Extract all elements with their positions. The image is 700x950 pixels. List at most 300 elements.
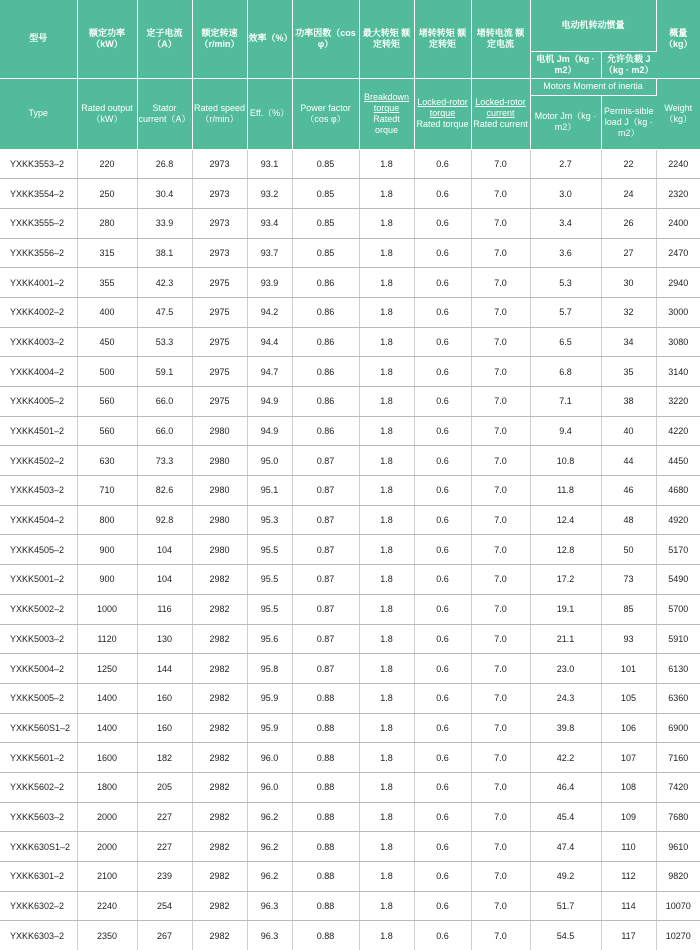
cell-rated-output: 800 bbox=[77, 505, 137, 535]
cell-eff: 96.0 bbox=[247, 743, 292, 773]
cell-rated-speed: 2973 bbox=[192, 149, 247, 179]
cell-type: YXKK4505–2 bbox=[0, 535, 77, 565]
cell-power-factor: 0.87 bbox=[292, 476, 359, 506]
header-rated-output-cn: 额定功率（kW） bbox=[77, 0, 137, 78]
cell-rated-output: 2000 bbox=[77, 832, 137, 862]
cell-type: YXKK3555–2 bbox=[0, 208, 77, 238]
cell-eff: 94.9 bbox=[247, 416, 292, 446]
table-row bbox=[0, 149, 700, 179]
cell-breakdown-torque: 1.8 bbox=[359, 565, 414, 595]
cell-eff: 93.1 bbox=[247, 149, 292, 179]
cell-load-j: 73 bbox=[601, 565, 656, 595]
cell-motor-jm: 23.0 bbox=[530, 654, 601, 684]
cell-power-factor: 0.88 bbox=[292, 683, 359, 713]
cell-power-factor: 0.88 bbox=[292, 862, 359, 892]
cell-rated-speed: 2980 bbox=[192, 416, 247, 446]
cell-stator-current: 53.3 bbox=[137, 327, 192, 357]
cell-locked-torque: 0.6 bbox=[414, 862, 471, 892]
cell-locked-current: 7.0 bbox=[471, 535, 530, 565]
cell-breakdown-torque: 1.8 bbox=[359, 268, 414, 298]
cell-rated-speed: 2975 bbox=[192, 327, 247, 357]
cell-rated-speed: 2982 bbox=[192, 654, 247, 684]
table-header bbox=[0, 0, 700, 149]
cell-eff: 95.1 bbox=[247, 476, 292, 506]
cell-load-j: 50 bbox=[601, 535, 656, 565]
header-load-j-en: Permis-sible load J（kg · m2） bbox=[601, 95, 656, 149]
cell-rated-output: 450 bbox=[77, 327, 137, 357]
cell-weight: 4450 bbox=[656, 446, 700, 476]
cell-locked-current: 7.0 bbox=[471, 179, 530, 209]
cell-load-j: 44 bbox=[601, 446, 656, 476]
cell-rated-output: 2240 bbox=[77, 891, 137, 921]
cell-locked-torque: 0.6 bbox=[414, 416, 471, 446]
header-breakdown-torque-en bbox=[359, 78, 414, 149]
cell-breakdown-torque: 1.8 bbox=[359, 535, 414, 565]
header-eff-cn: 效率（%） bbox=[247, 0, 292, 78]
cell-eff: 95.5 bbox=[247, 594, 292, 624]
cell-motor-jm: 51.7 bbox=[530, 891, 601, 921]
cell-load-j: 26 bbox=[601, 208, 656, 238]
cell-load-j: 22 bbox=[601, 149, 656, 179]
cell-stator-current: 254 bbox=[137, 891, 192, 921]
header-motor-jm-en: Motor Jm（kg · m2） bbox=[530, 95, 601, 149]
cell-breakdown-torque: 1.8 bbox=[359, 713, 414, 743]
cell-motor-jm: 19.1 bbox=[530, 594, 601, 624]
cell-weight: 9820 bbox=[656, 862, 700, 892]
cell-power-factor: 0.87 bbox=[292, 624, 359, 654]
locked-current-bottom: Rated current bbox=[473, 119, 528, 129]
cell-stator-current: 116 bbox=[137, 594, 192, 624]
cell-locked-current: 7.0 bbox=[471, 772, 530, 802]
cell-motor-jm: 42.2 bbox=[530, 743, 601, 773]
cell-locked-torque: 0.6 bbox=[414, 387, 471, 417]
cell-power-factor: 0.86 bbox=[292, 327, 359, 357]
cell-eff: 95.6 bbox=[247, 624, 292, 654]
cell-rated-output: 400 bbox=[77, 297, 137, 327]
cell-locked-current: 7.0 bbox=[471, 713, 530, 743]
locked-current-top: Locked-rotor current bbox=[475, 97, 526, 118]
cell-locked-torque: 0.6 bbox=[414, 268, 471, 298]
cell-breakdown-torque: 1.8 bbox=[359, 357, 414, 387]
cell-eff: 93.7 bbox=[247, 238, 292, 268]
cell-locked-torque: 0.6 bbox=[414, 654, 471, 684]
table-row bbox=[0, 832, 700, 862]
cell-weight: 3220 bbox=[656, 387, 700, 417]
cell-rated-speed: 2975 bbox=[192, 268, 247, 298]
cell-type: YXKK4004–2 bbox=[0, 357, 77, 387]
table-row bbox=[0, 268, 700, 298]
cell-type: YXKK4001–2 bbox=[0, 268, 77, 298]
table-row bbox=[0, 624, 700, 654]
cell-breakdown-torque: 1.8 bbox=[359, 743, 414, 773]
cell-power-factor: 0.88 bbox=[292, 832, 359, 862]
cell-locked-current: 7.0 bbox=[471, 594, 530, 624]
cell-breakdown-torque: 1.8 bbox=[359, 921, 414, 950]
cell-eff: 95.0 bbox=[247, 446, 292, 476]
cell-motor-jm: 47.4 bbox=[530, 832, 601, 862]
cell-weight: 4680 bbox=[656, 476, 700, 506]
cell-motor-jm: 3.0 bbox=[530, 179, 601, 209]
cell-breakdown-torque: 1.8 bbox=[359, 862, 414, 892]
cell-rated-output: 1400 bbox=[77, 683, 137, 713]
header-stator-current-cn: 定子电流（A） bbox=[137, 0, 192, 78]
cell-power-factor: 0.86 bbox=[292, 357, 359, 387]
cell-load-j: 114 bbox=[601, 891, 656, 921]
cell-type: YXKK3553–2 bbox=[0, 149, 77, 179]
table-row bbox=[0, 446, 700, 476]
cell-load-j: 40 bbox=[601, 416, 656, 446]
cell-motor-jm: 9.4 bbox=[530, 416, 601, 446]
header-rated-speed-en: Rated speed（r/min） bbox=[192, 78, 247, 149]
cell-weight: 2240 bbox=[656, 149, 700, 179]
cell-rated-speed: 2973 bbox=[192, 208, 247, 238]
cell-stator-current: 267 bbox=[137, 921, 192, 950]
cell-rated-output: 1400 bbox=[77, 713, 137, 743]
cell-stator-current: 160 bbox=[137, 683, 192, 713]
header-stator-current-en: Stator current（A） bbox=[137, 78, 192, 149]
cell-rated-speed: 2982 bbox=[192, 624, 247, 654]
table-row bbox=[0, 772, 700, 802]
cell-locked-torque: 0.6 bbox=[414, 565, 471, 595]
cell-locked-torque: 0.6 bbox=[414, 802, 471, 832]
cell-stator-current: 33.9 bbox=[137, 208, 192, 238]
cell-rated-speed: 2980 bbox=[192, 476, 247, 506]
cell-locked-torque: 0.6 bbox=[414, 891, 471, 921]
cell-weight: 7680 bbox=[656, 802, 700, 832]
cell-load-j: 34 bbox=[601, 327, 656, 357]
cell-motor-jm: 2.7 bbox=[530, 149, 601, 179]
cell-type: YXKK4002–2 bbox=[0, 297, 77, 327]
cell-stator-current: 144 bbox=[137, 654, 192, 684]
cell-stator-current: 30.4 bbox=[137, 179, 192, 209]
cell-motor-jm: 7.1 bbox=[530, 387, 601, 417]
cell-weight: 7160 bbox=[656, 743, 700, 773]
cell-weight: 5490 bbox=[656, 565, 700, 595]
cell-power-factor: 0.85 bbox=[292, 238, 359, 268]
cell-rated-speed: 2982 bbox=[192, 832, 247, 862]
cell-eff: 95.9 bbox=[247, 683, 292, 713]
cell-rated-speed: 2973 bbox=[192, 238, 247, 268]
cell-rated-output: 900 bbox=[77, 535, 137, 565]
cell-locked-current: 7.0 bbox=[471, 446, 530, 476]
table-row bbox=[0, 683, 700, 713]
cell-locked-torque: 0.6 bbox=[414, 149, 471, 179]
cell-load-j: 117 bbox=[601, 921, 656, 950]
cell-type: YXKK6302–2 bbox=[0, 891, 77, 921]
cell-load-j: 110 bbox=[601, 832, 656, 862]
cell-weight: 5910 bbox=[656, 624, 700, 654]
cell-locked-torque: 0.6 bbox=[414, 743, 471, 773]
table-row bbox=[0, 238, 700, 268]
cell-locked-torque: 0.6 bbox=[414, 772, 471, 802]
cell-breakdown-torque: 1.8 bbox=[359, 208, 414, 238]
cell-breakdown-torque: 1.8 bbox=[359, 772, 414, 802]
cell-rated-speed: 2982 bbox=[192, 802, 247, 832]
cell-motor-jm: 49.2 bbox=[530, 862, 601, 892]
cell-rated-speed: 2982 bbox=[192, 862, 247, 892]
cell-stator-current: 73.3 bbox=[137, 446, 192, 476]
cell-weight: 3140 bbox=[656, 357, 700, 387]
cell-power-factor: 0.86 bbox=[292, 268, 359, 298]
cell-rated-speed: 2975 bbox=[192, 297, 247, 327]
cell-load-j: 24 bbox=[601, 179, 656, 209]
cell-type: YXKK4503–2 bbox=[0, 476, 77, 506]
cell-stator-current: 66.0 bbox=[137, 387, 192, 417]
cell-locked-current: 7.0 bbox=[471, 387, 530, 417]
cell-rated-output: 1120 bbox=[77, 624, 137, 654]
cell-rated-speed: 2982 bbox=[192, 891, 247, 921]
table-row bbox=[0, 654, 700, 684]
cell-rated-speed: 2982 bbox=[192, 921, 247, 950]
cell-eff: 94.2 bbox=[247, 297, 292, 327]
cell-locked-current: 7.0 bbox=[471, 297, 530, 327]
cell-motor-jm: 17.2 bbox=[530, 565, 601, 595]
header-locked-torque-en bbox=[414, 78, 471, 149]
cell-rated-speed: 2982 bbox=[192, 743, 247, 773]
cell-rated-output: 1600 bbox=[77, 743, 137, 773]
cell-load-j: 105 bbox=[601, 683, 656, 713]
cell-breakdown-torque: 1.8 bbox=[359, 683, 414, 713]
cell-locked-current: 7.0 bbox=[471, 416, 530, 446]
cell-load-j: 30 bbox=[601, 268, 656, 298]
cell-breakdown-torque: 1.8 bbox=[359, 505, 414, 535]
cell-power-factor: 0.85 bbox=[292, 208, 359, 238]
cell-locked-current: 7.0 bbox=[471, 238, 530, 268]
cell-locked-current: 7.0 bbox=[471, 921, 530, 950]
cell-locked-current: 7.0 bbox=[471, 683, 530, 713]
cell-locked-current: 7.0 bbox=[471, 357, 530, 387]
cell-power-factor: 0.86 bbox=[292, 416, 359, 446]
cell-breakdown-torque: 1.8 bbox=[359, 179, 414, 209]
cell-locked-current: 7.0 bbox=[471, 862, 530, 892]
cell-type: YXKK5002–2 bbox=[0, 594, 77, 624]
cell-motor-jm: 6.8 bbox=[530, 357, 601, 387]
cell-weight: 6900 bbox=[656, 713, 700, 743]
cell-eff: 93.4 bbox=[247, 208, 292, 238]
cell-locked-torque: 0.6 bbox=[414, 297, 471, 327]
cell-eff: 95.5 bbox=[247, 565, 292, 595]
cell-power-factor: 0.87 bbox=[292, 446, 359, 476]
locked-torque-bottom: Rated torque bbox=[416, 119, 469, 129]
cell-motor-jm: 39.8 bbox=[530, 713, 601, 743]
cell-weight: 10070 bbox=[656, 891, 700, 921]
cell-type: YXKK5603–2 bbox=[0, 802, 77, 832]
cell-eff: 95.3 bbox=[247, 505, 292, 535]
table-body bbox=[0, 149, 700, 950]
cell-load-j: 109 bbox=[601, 802, 656, 832]
cell-breakdown-torque: 1.8 bbox=[359, 891, 414, 921]
cell-breakdown-torque: 1.8 bbox=[359, 654, 414, 684]
cell-eff: 95.8 bbox=[247, 654, 292, 684]
cell-rated-output: 900 bbox=[77, 565, 137, 595]
cell-eff: 93.9 bbox=[247, 268, 292, 298]
cell-weight: 4920 bbox=[656, 505, 700, 535]
cell-type: YXKK6301–2 bbox=[0, 862, 77, 892]
header-inertia-group-en: Motors Moment of inertia bbox=[530, 78, 656, 95]
cell-power-factor: 0.86 bbox=[292, 387, 359, 417]
cell-rated-output: 355 bbox=[77, 268, 137, 298]
cell-breakdown-torque: 1.8 bbox=[359, 238, 414, 268]
cell-locked-current: 7.0 bbox=[471, 891, 530, 921]
cell-motor-jm: 11.8 bbox=[530, 476, 601, 506]
cell-locked-torque: 0.6 bbox=[414, 208, 471, 238]
cell-motor-jm: 3.6 bbox=[530, 238, 601, 268]
table-row bbox=[0, 416, 700, 446]
cell-weight: 5170 bbox=[656, 535, 700, 565]
cell-breakdown-torque: 1.8 bbox=[359, 624, 414, 654]
breakdown-torque-bottom: Ratedt orque bbox=[373, 113, 400, 135]
cell-stator-current: 239 bbox=[137, 862, 192, 892]
cell-weight: 2940 bbox=[656, 268, 700, 298]
header-rated-output-en: Rated output（kW） bbox=[77, 78, 137, 149]
cell-power-factor: 0.85 bbox=[292, 179, 359, 209]
cell-load-j: 106 bbox=[601, 713, 656, 743]
cell-weight: 6130 bbox=[656, 654, 700, 684]
cell-eff: 94.7 bbox=[247, 357, 292, 387]
cell-locked-current: 7.0 bbox=[471, 654, 530, 684]
cell-breakdown-torque: 1.8 bbox=[359, 387, 414, 417]
cell-locked-current: 7.0 bbox=[471, 802, 530, 832]
cell-type: YXKK3554–2 bbox=[0, 179, 77, 209]
cell-locked-current: 7.0 bbox=[471, 832, 530, 862]
cell-motor-jm: 21.1 bbox=[530, 624, 601, 654]
cell-breakdown-torque: 1.8 bbox=[359, 476, 414, 506]
cell-stator-current: 104 bbox=[137, 565, 192, 595]
cell-rated-speed: 2982 bbox=[192, 772, 247, 802]
cell-rated-output: 560 bbox=[77, 416, 137, 446]
cell-motor-jm: 5.7 bbox=[530, 297, 601, 327]
cell-rated-speed: 2975 bbox=[192, 387, 247, 417]
cell-locked-current: 7.0 bbox=[471, 208, 530, 238]
table-row bbox=[0, 476, 700, 506]
table-row bbox=[0, 327, 700, 357]
cell-locked-current: 7.0 bbox=[471, 565, 530, 595]
cell-stator-current: 130 bbox=[137, 624, 192, 654]
cell-rated-speed: 2973 bbox=[192, 179, 247, 209]
cell-load-j: 101 bbox=[601, 654, 656, 684]
cell-locked-torque: 0.6 bbox=[414, 476, 471, 506]
cell-locked-current: 7.0 bbox=[471, 149, 530, 179]
cell-motor-jm: 12.8 bbox=[530, 535, 601, 565]
header-row-english bbox=[0, 78, 700, 95]
cell-power-factor: 0.85 bbox=[292, 149, 359, 179]
table-row bbox=[0, 179, 700, 209]
cell-type: YXKK4502–2 bbox=[0, 446, 77, 476]
cell-load-j: 107 bbox=[601, 743, 656, 773]
cell-stator-current: 66.0 bbox=[137, 416, 192, 446]
cell-rated-output: 280 bbox=[77, 208, 137, 238]
table-row bbox=[0, 387, 700, 417]
cell-breakdown-torque: 1.8 bbox=[359, 327, 414, 357]
table-row bbox=[0, 802, 700, 832]
cell-stator-current: 205 bbox=[137, 772, 192, 802]
cell-stator-current: 47.5 bbox=[137, 297, 192, 327]
cell-stator-current: 182 bbox=[137, 743, 192, 773]
cell-rated-output: 1250 bbox=[77, 654, 137, 684]
cell-stator-current: 38.1 bbox=[137, 238, 192, 268]
cell-weight: 2400 bbox=[656, 208, 700, 238]
table-row bbox=[0, 297, 700, 327]
header-motor-jm-cn: 电机 Jm（kg · m2） bbox=[530, 51, 601, 78]
cell-motor-jm: 10.8 bbox=[530, 446, 601, 476]
header-power-factor-en: Power factor（cos φ） bbox=[292, 78, 359, 149]
cell-eff: 96.3 bbox=[247, 921, 292, 950]
breakdown-torque-top: Breakdown torque bbox=[363, 91, 410, 113]
cell-stator-current: 26.8 bbox=[137, 149, 192, 179]
cell-type: YXKK4003–2 bbox=[0, 327, 77, 357]
table-row bbox=[0, 565, 700, 595]
cell-weight: 2470 bbox=[656, 238, 700, 268]
cell-rated-speed: 2980 bbox=[192, 505, 247, 535]
header-type-cn: 型号 bbox=[0, 0, 77, 78]
cell-eff: 95.9 bbox=[247, 713, 292, 743]
cell-locked-torque: 0.6 bbox=[414, 327, 471, 357]
cell-stator-current: 160 bbox=[137, 713, 192, 743]
cell-locked-current: 7.0 bbox=[471, 505, 530, 535]
cell-rated-speed: 2980 bbox=[192, 535, 247, 565]
cell-stator-current: 42.3 bbox=[137, 268, 192, 298]
cell-motor-jm: 5.3 bbox=[530, 268, 601, 298]
cell-locked-torque: 0.6 bbox=[414, 446, 471, 476]
cell-load-j: 35 bbox=[601, 357, 656, 387]
cell-motor-jm: 54.5 bbox=[530, 921, 601, 950]
cell-rated-output: 710 bbox=[77, 476, 137, 506]
cell-locked-torque: 0.6 bbox=[414, 921, 471, 950]
locked-torque-top: Locked-rotor torque bbox=[417, 97, 468, 118]
cell-rated-output: 2350 bbox=[77, 921, 137, 950]
cell-rated-speed: 2980 bbox=[192, 446, 247, 476]
cell-power-factor: 0.88 bbox=[292, 772, 359, 802]
cell-type: YXKK5005–2 bbox=[0, 683, 77, 713]
header-breakdown-torque-cn: 最大转矩 额定转矩 bbox=[359, 0, 414, 78]
cell-locked-current: 7.0 bbox=[471, 268, 530, 298]
cell-rated-output: 1000 bbox=[77, 594, 137, 624]
header-weight-en: Weight（kg） bbox=[656, 78, 700, 149]
cell-motor-jm: 45.4 bbox=[530, 802, 601, 832]
cell-weight: 2320 bbox=[656, 179, 700, 209]
table-row bbox=[0, 862, 700, 892]
cell-eff: 96.3 bbox=[247, 891, 292, 921]
header-type-en: Type bbox=[0, 78, 77, 149]
header-power-factor-cn: 功率因数（cos φ） bbox=[292, 0, 359, 78]
cell-power-factor: 0.88 bbox=[292, 921, 359, 950]
table-row bbox=[0, 743, 700, 773]
cell-load-j: 38 bbox=[601, 387, 656, 417]
header-rated-speed-cn: 额定转速（r/min） bbox=[192, 0, 247, 78]
cell-locked-torque: 0.6 bbox=[414, 505, 471, 535]
cell-motor-jm: 6.5 bbox=[530, 327, 601, 357]
cell-weight: 4220 bbox=[656, 416, 700, 446]
cell-weight: 3080 bbox=[656, 327, 700, 357]
cell-stator-current: 92.8 bbox=[137, 505, 192, 535]
table-row bbox=[0, 891, 700, 921]
cell-load-j: 112 bbox=[601, 862, 656, 892]
table-row bbox=[0, 921, 700, 950]
cell-rated-output: 630 bbox=[77, 446, 137, 476]
cell-type: YXKK4005–2 bbox=[0, 387, 77, 417]
cell-rated-speed: 2982 bbox=[192, 683, 247, 713]
cell-type: YXKK4501–2 bbox=[0, 416, 77, 446]
cell-locked-current: 7.0 bbox=[471, 476, 530, 506]
cell-locked-torque: 0.6 bbox=[414, 357, 471, 387]
cell-type: YXKK3556–2 bbox=[0, 238, 77, 268]
cell-locked-torque: 0.6 bbox=[414, 624, 471, 654]
cell-locked-current: 7.0 bbox=[471, 743, 530, 773]
cell-motor-jm: 12.4 bbox=[530, 505, 601, 535]
header-locked-current-cn: 堵转电流 额定电流 bbox=[471, 0, 530, 78]
cell-weight: 9610 bbox=[656, 832, 700, 862]
cell-locked-torque: 0.6 bbox=[414, 832, 471, 862]
